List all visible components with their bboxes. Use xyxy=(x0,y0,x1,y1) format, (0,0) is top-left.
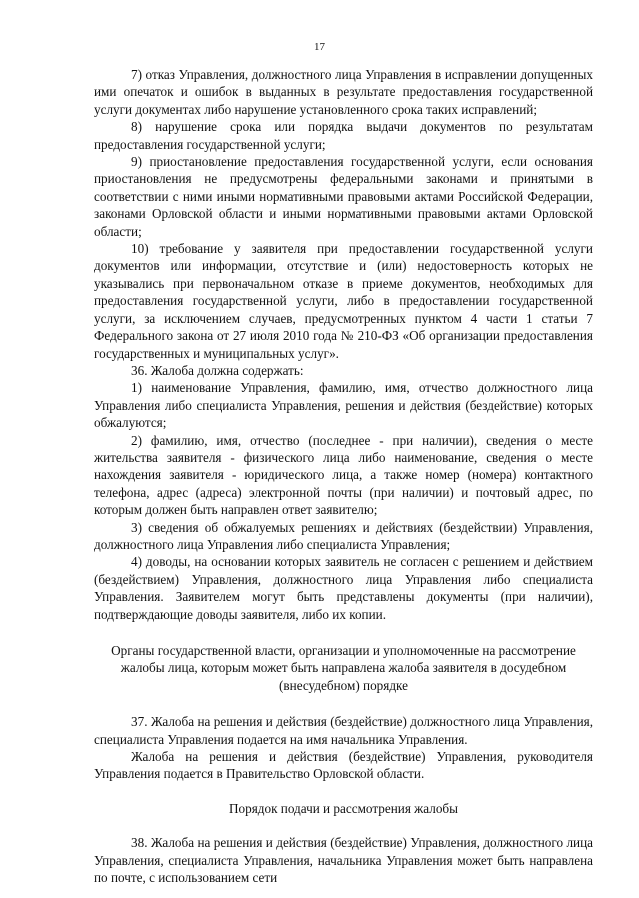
paragraph-item-8: 8) нарушение срока или порядка выдачи документов по результатам предоставления государственной услуги; xyxy=(94,119,593,152)
paragraph-clause-36: 36. Жалоба должна содержать: xyxy=(131,362,304,378)
page-content xyxy=(94,66,593,886)
section-heading-authorities: Органы государственной власти, организации и уполномоченные на рассмотрение жалобы лица, которым может быть направлена жалоба заявителя в досудебном (внесудебном) порядке xyxy=(111,643,576,693)
paragraph-sub-3: 3) сведения об обжалуемых решениях и действиях (бездействии) Управления, должностного лица Управления либо специалиста Управления; xyxy=(94,519,593,552)
paragraph-item-10: 10) требование у заявителя при предоставлении государственной услуги документов или информации, отсутствие и (или) недостоверность которых не указывались при первоначальном отказе в приеме документов, необходимых для предоставления государственной услуги, либо в предоставлении государственной услуги, за исключением случаев, предусмотренных пунктом 4 части 1 статьи 7 Федерального закона от 27 июля 2010 года № 210-ФЗ «Об организации предоставления государственных и муниципальных услуг». xyxy=(94,241,593,361)
paragraph-item-9: 9) приостановление предоставления государственной услуги, если основания приостановления не предусмотрены федеральными законами и принятыми в соответствии с ними иными нормативными правовыми актами Российской Федерации, законами Орловской области и иными нормативными правовыми актами Орловской области; xyxy=(94,154,593,239)
spacer xyxy=(94,623,593,642)
paragraph-item-7: 7) отказ Управления, должностного лица Управления в исправлении допущенных ими опечаток и ошибок в выданных в результате предоставления государственной услуги документах либо нарушение установленного срока таких исправлений; xyxy=(94,67,593,117)
paragraph-sub-1: 1) наименование Управления, фамилию, имя, отчество должностного лица Управления либо специалиста Управления, решения и действия (бездействие) которых обжалуются; xyxy=(94,380,593,431)
paragraph-clause-37: 37. Жалоба на решения и действия (бездействие) должностного лица Управления, специалиста Управления подается на имя начальника Управления. xyxy=(94,714,593,747)
page-number: 17 xyxy=(314,41,325,53)
section-heading-procedure: Порядок подачи и рассмотрения жалобы xyxy=(228,800,459,816)
paragraph-clause-38: 38. Жалоба на решения и действия (бездействие) Управления, должностного лица Управления, специалиста Управления, начальника Управления может быть направлена по почте, с использованием сети xyxy=(94,835,593,886)
spacer xyxy=(94,783,593,800)
paragraph-clause-37-cont: Жалоба на решения и действия (бездействие) Управления, руководителя Управления подается в Правительство Орловской области. xyxy=(94,749,593,782)
spacer xyxy=(94,817,593,834)
paragraph-sub-2: 2) фамилию, имя, отчество (последнее - при наличии), сведения о месте жительства заявителя - физического лица либо наименование, сведения о месте нахождения заявителя - юридического лица, а также номер (номера) контактного телефона, адрес (адреса) электронной почты (при наличии) и почтовый адрес, по которым должен быть направлен ответ заявителю; xyxy=(94,432,593,518)
paragraph-sub-4: 4) доводы, на основании которых заявитель не согласен с решением и действием (бездействием) Управления, должностного лица Управления либо специалиста Управления. Заявителем могут быть представлены документы (при наличии), подтверждающие доводы заявителя, либо их копии. xyxy=(94,554,593,622)
spacer xyxy=(94,694,593,713)
